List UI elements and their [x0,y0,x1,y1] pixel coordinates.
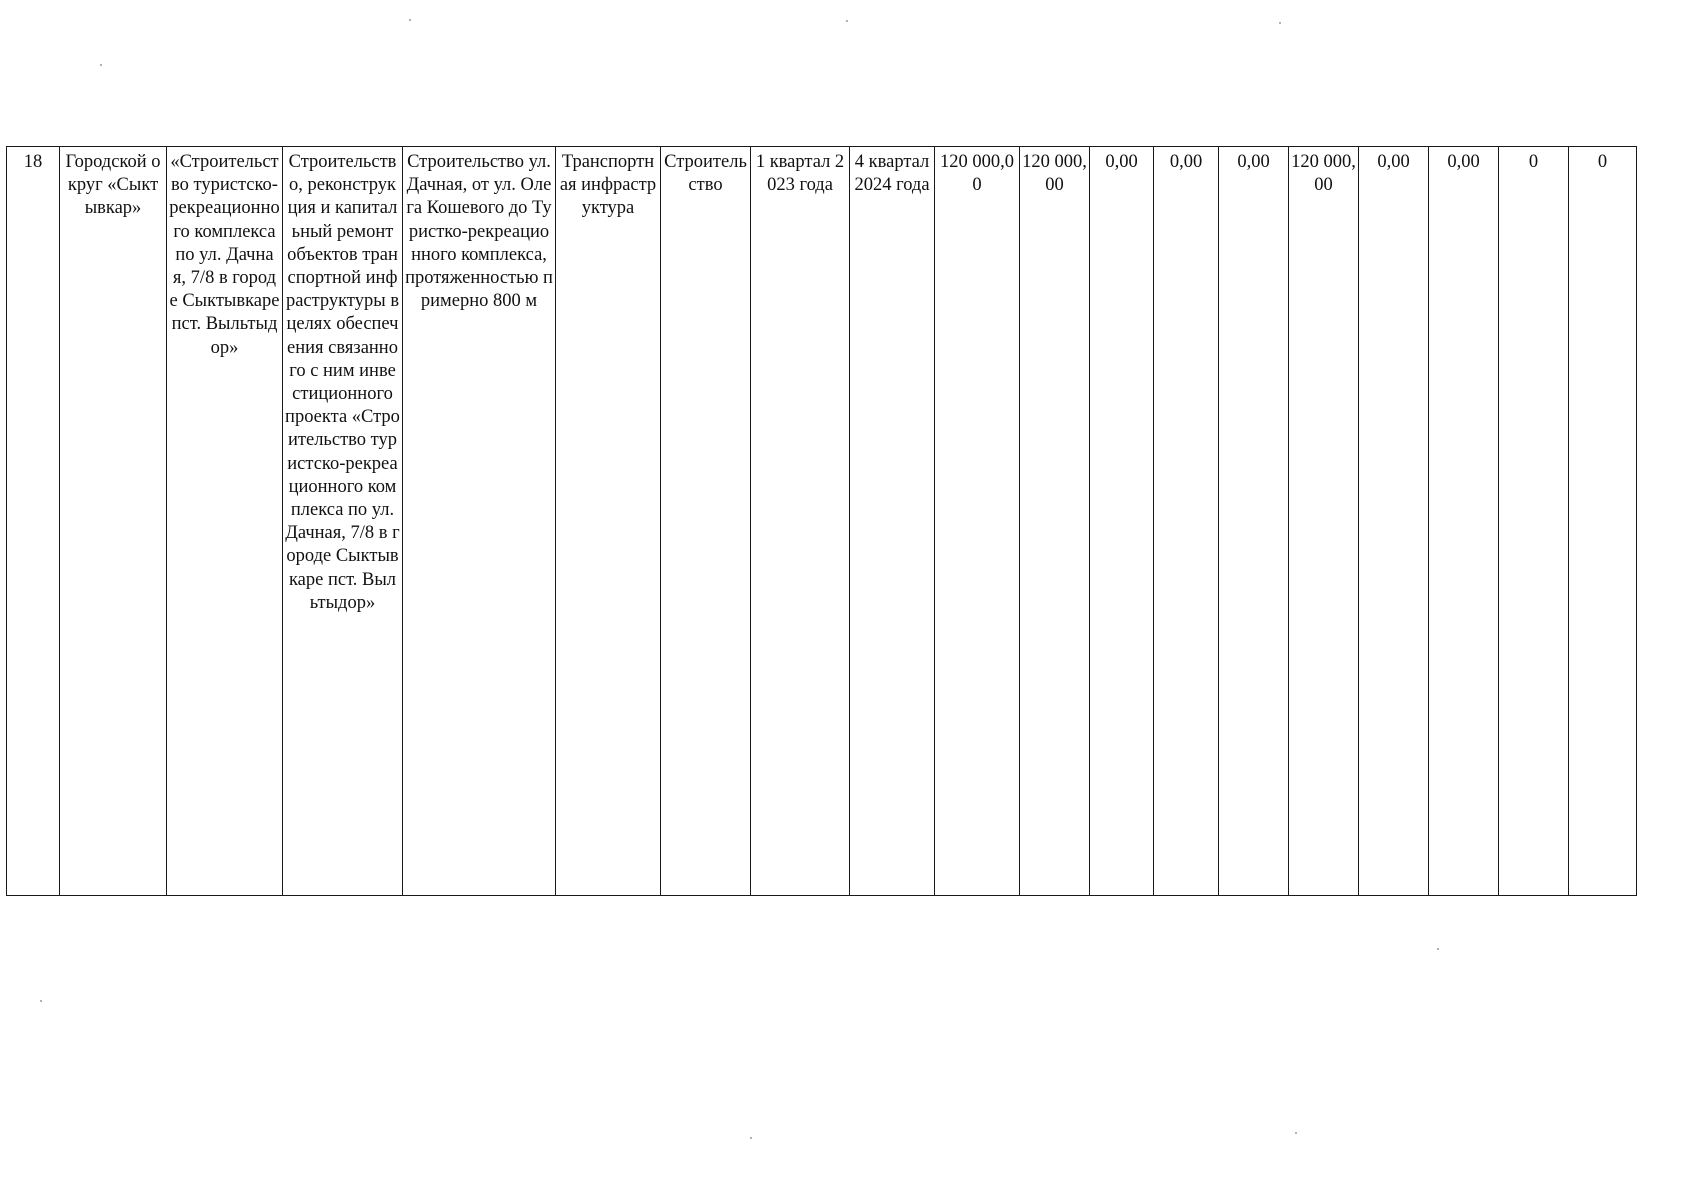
cell-amount-9: 0 [1499,147,1569,896]
table-row [7,147,1637,896]
cell-amount-4: 0,00 [1154,147,1219,896]
cell-amount-10: 0 [1569,147,1637,896]
cell-row-number: 18 [7,147,60,896]
cell-municipality: Городской округ «Сыктывкар» [60,147,167,896]
scan-speck [409,19,411,21]
cell-start-period: 1 квартал 2023 года [751,147,850,896]
data-table [6,146,1637,896]
cell-amount-7: 0,00 [1359,147,1429,896]
cell-direction: Строительство, реконструкция и капитальный ремонт объектов транспортной инфраструктуры в целях обеспечения связанного с ним инвестиционного проекта «Строительство туристско-рекреационного комплекса по ул. Дачная, 7/8 в городе Сыктывкаре пст. Выльтыдор» [283,147,403,896]
scan-speck [1437,948,1439,950]
cell-amount-6: 120 000,00 [1289,147,1359,896]
scan-speck [100,64,102,66]
cell-total-amount: 120 000,00 [935,147,1020,896]
cell-infrastructure-type: Транспортная инфраструктура [556,147,661,896]
cell-amount-2: 120 000,00 [1020,147,1090,896]
cell-end-period: 4 квартал 2024 года [850,147,935,896]
cell-project-name: «Строительство туристско-рекреационного комплекса по ул. Дачная, 7/8 в городе Сыктывкаре пст. Выльтыдор» [167,147,283,896]
scan-speck [750,1137,752,1139]
cell-amount-5: 0,00 [1219,147,1289,896]
scan-speck [846,20,848,22]
cell-object-description: Строительство ул. Дачная, от ул. Олега Кошевого до Туристко-рекреационного комплекса, протяженностью примерно 800 м [403,147,556,896]
scan-speck [1279,22,1281,24]
cell-amount-8: 0,00 [1429,147,1499,896]
cell-amount-3: 0,00 [1090,147,1154,896]
cell-work-type: Строительство [661,147,751,896]
scan-speck [40,1000,42,1002]
scan-speck [1295,1132,1297,1134]
